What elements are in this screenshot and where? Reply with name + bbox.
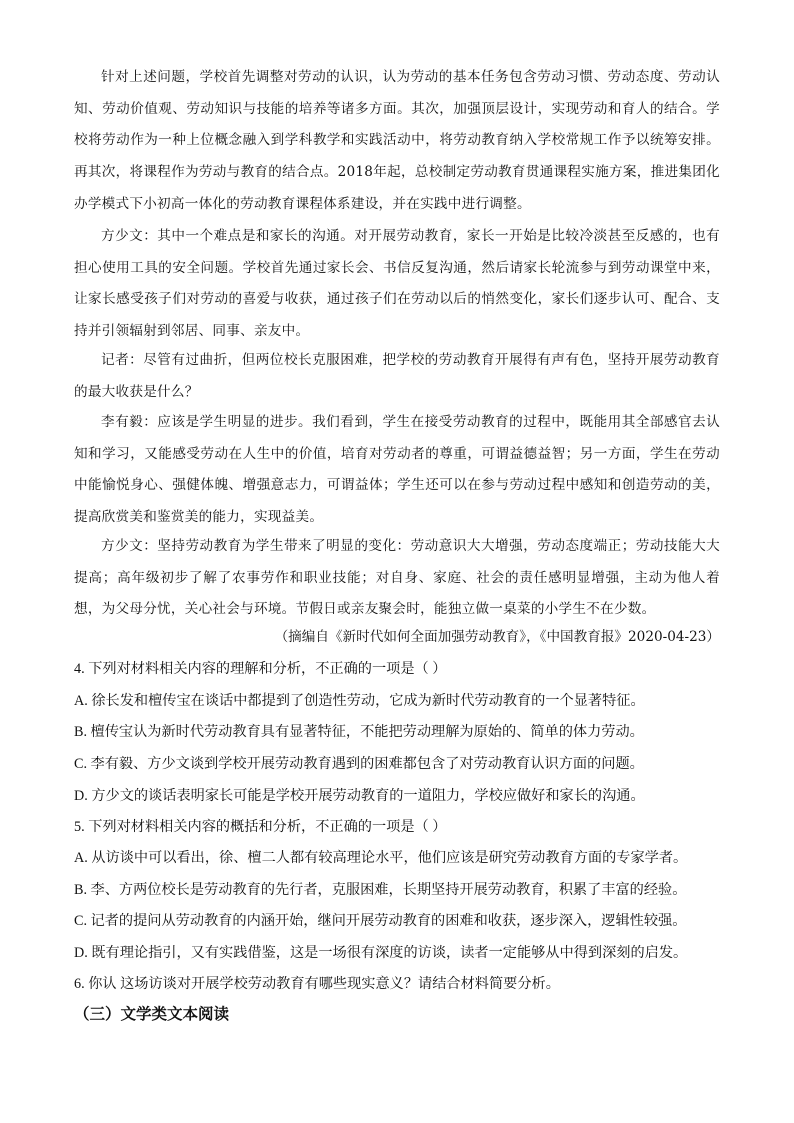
question-4-option-b: B. 檀传宝认为新时代劳动教育具有显著特征，不能把劳动理解为原始的、简单的体力劳动。 (74, 724, 644, 740)
paragraph-fang-changes: 方少文：坚持劳动教育为学生带来了明显的变化：劳动意识大大增强，劳动态度端正；劳动技能大大提高；高年级初步了解了农事劳作和职业技能；对自身、家庭、社会的责任感明显增强，主动为他人着想，为父母分忧，关心社会与环境。节假日或亲友聚会时，能独立做一桌菜的小学生不在少数。 (74, 538, 720, 618)
question-5-option-b: B. 李、方两位校长是劳动教育的先行者，克服困难，长期坚持开展劳动教育，积累了丰富的经验。 (74, 882, 687, 898)
paragraph-fang-difficulty: 方少文：其中一个难点是和家长的沟通。对开展劳动教育，家长一开始是比较冷淡甚至反感的，也有担心使用工具的安全问题。学校首先通过家长会、书信反复沟通，然后请家长轮流参与到劳动课堂中来，让家长感受孩子们对劳动的喜爱与收获，通过孩子们在劳动以后的悄然变化，家长们逐步认可、配合、支持并引领辐射到邻居、同事、亲友中。 (74, 228, 720, 340)
question-5-option-c: C. 记者的提问从劳动教育的内涵开始，继问开展劳动教育的困难和收获，逐步深入，逻辑性较强。 (74, 913, 687, 929)
question-4-option-d: D. 方少文的谈话表明家长可能是学校开展劳动教育的一道阻力，学校应做好和家长的沟通。 (74, 788, 645, 804)
question-4-stem: 4. 下列对材料相关内容的理解和分析，不正确的一项是（ ） (74, 661, 447, 677)
question-4-option-a: A. 徐长发和檀传宝在谈话中都提到了创造性劳动，它成为新时代劳动教育的一个显著特征。 (74, 693, 645, 709)
question-5-option-a: A. 从访谈中可以看出，徐、檀二人都有较高理论水平，他们应该是研究劳动教育方面的专家学者。 (74, 850, 688, 866)
question-6-stem: 6. 你认 这场访谈对开展学校劳动教育有哪些现实意义？请结合材料简要分析。 (74, 976, 560, 992)
paragraph-li-gains: 李有毅：应该是学生明显的进步。我们看到，学生在接受劳动教育的过程中，既能用其全部感官去认知和学习，又能感受劳动在人生中的价值，培育对劳动者的尊重，可谓益德益智；另一方面，学生在劳动中能愉悦身心、强健体魄、增强意志力，可谓益体；学生还可以在参与劳动过程中感知和创造劳动的美，提高欣赏美和鉴赏美的能力，实现益美。 (74, 414, 720, 526)
paragraph-reporter-question: 记者：尽管有过曲折，但两位校长克服困难，把学校的劳动教育开展得有声有色，坚持开展劳动教育的最大收获是什么？ (74, 352, 720, 400)
question-5-stem: 5. 下列对材料相关内容的概括和分析，不正确的一项是（ ） (74, 819, 447, 835)
source-citation: （摘编自《新时代如何全面加强劳动教育》，《中国教育报》2020-04-23） (274, 629, 720, 645)
paragraph-school-measures: 针对上述问题，学校首先调整对劳动的认识，认为劳动的基本任务包含劳动习惯、劳动态度、劳动认知、劳动价值观、劳动知识与技能的培养等诸多方面。其次，加强顶层设计，实现劳动和育人的结合。学校将劳动作为一种上位概念融入到学科教学和实践活动中，将劳动教育纳入学校常规工作予以统筹安排。再其次，将课程作为劳动与教育的结合点。2018年起，总校制定劳动教育贯通课程实施方案，推进集团化办学模式下小初高一体化的劳动教育课程体系建设，并在实践中进行调整。 (74, 69, 720, 212)
section-heading: （三）文学类文本阅读 (74, 1005, 230, 1023)
question-5-option-d: D. 既有理论指引，又有实践借鉴，这是一场很有深度的访谈，读者一定能够从中得到深刻的启发。 (74, 945, 688, 961)
question-4-option-c: C. 李有毅、方少文谈到学校开展劳动教育遇到的困难都包含了对劳动教育认识方面的问题。 (74, 756, 644, 772)
